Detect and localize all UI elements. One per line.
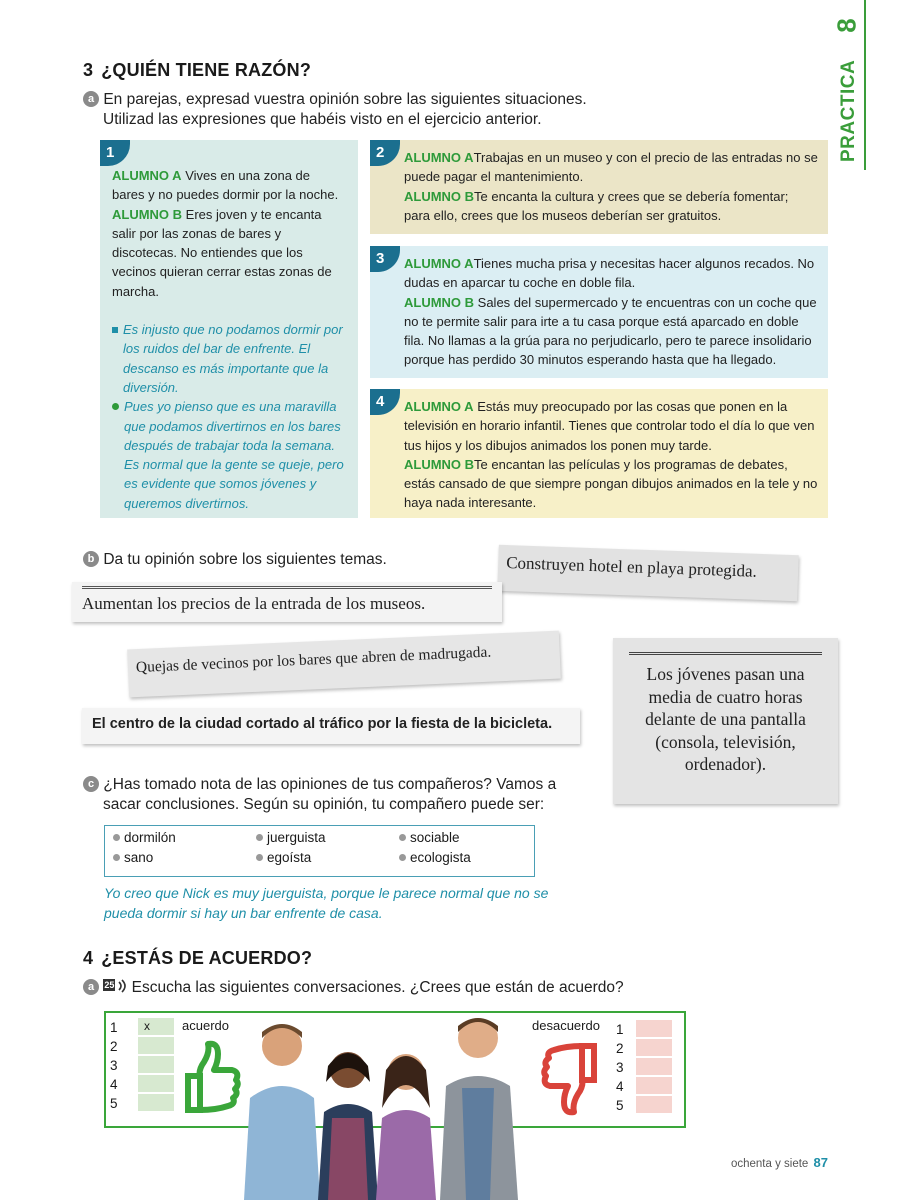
student-a-text: ALUMNO ATrabajas en un museo y con el precio de las entradas no se puede pagar el mantenimiento. — [404, 150, 818, 185]
agree-answer-cell[interactable] — [138, 1094, 174, 1111]
headline-museums: Aumentan los precios de la entrada de los museos. — [72, 582, 502, 622]
agree-answer-cell[interactable]: x — [138, 1018, 174, 1035]
dot-icon — [113, 854, 120, 861]
side-tab — [831, 0, 866, 170]
box-number: 2 — [370, 140, 400, 166]
instruction-3b — [83, 550, 387, 570]
disagree-answer-cell[interactable] — [636, 1039, 672, 1056]
box-number: 4 — [370, 389, 400, 415]
word-item: dormilón — [124, 830, 176, 845]
section-number: 4 — [83, 948, 94, 968]
section-3-title — [83, 60, 311, 81]
disagree-answer-cell[interactable] — [636, 1058, 672, 1075]
word-item: sano — [124, 850, 154, 865]
dot-icon — [399, 854, 406, 861]
headline-hotel: Construyen hotel en playa protegida. — [497, 545, 798, 601]
row-number: 4 — [110, 1077, 118, 1092]
student-b-text: ALUMNO B Sales del supermercado y te encuentras con un coche que no te permite salir para irte a tu casa porque está aparcado en doble fila. No llamas a la grúa para no perjudicarlo, pero te parece insolidario porque has perdido 30 minutos esperando hasta que ha llegado. — [404, 294, 817, 368]
disagree-answer-cell[interactable] — [636, 1020, 672, 1037]
box-number: 1 — [100, 140, 130, 166]
agree-answer-cell[interactable] — [138, 1037, 174, 1054]
agree-label: acuerdo — [182, 1018, 229, 1033]
instruction-4a — [83, 978, 723, 998]
instruction-3a — [83, 90, 723, 130]
example-sentence: Yo creo que Nick es muy juerguista, porque le parece normal que no se pueda dormir si hay un bar enfrente de casa. — [104, 885, 549, 921]
student-a-text: ALUMNO ATienes mucha prisa y necesitas hacer algunos recados. No dudas en aparcar tu coche en doble fila. — [404, 256, 815, 291]
exercise-badge: a — [83, 91, 99, 107]
headline-screens: Los jóvenes pasan una media de cuatro horas delante de una pantalla (consola, televisión, ordenador). — [613, 638, 838, 804]
disagree-column — [616, 1020, 672, 1115]
student-b-text: ALUMNO BTe encanta la cultura y crees que se debería fomentar; para ello, crees que los museos deberían ser gratuitos. — [404, 188, 789, 223]
dot-icon — [113, 834, 120, 841]
adjective-box — [104, 825, 535, 877]
word-item: ecologista — [410, 850, 471, 865]
square-bullet-icon — [112, 327, 118, 333]
unit-label: PRACTICA — [838, 59, 859, 162]
thumbs-down-icon — [538, 1040, 598, 1116]
instruction-line-2: Utilizad las expresiones que habéis visto en el ejercicio anterior. — [103, 111, 542, 128]
section-title-text: ¿ESTÁS DE ACUERDO? — [101, 948, 313, 968]
instruction-text: Da tu opinión sobre los siguientes temas. — [103, 551, 387, 568]
dot-icon — [399, 834, 406, 841]
row-number: 2 — [110, 1039, 118, 1054]
student-a-text: ALUMNO A Vives en una zona de bares y no puedes dormir por la noche. — [112, 168, 339, 203]
row-number: 1 — [616, 1022, 624, 1037]
exercise-badge: c — [83, 776, 99, 792]
situation-box-1 — [100, 140, 358, 518]
exercise-badge: b — [83, 551, 99, 567]
dot-icon — [256, 834, 263, 841]
agree-column — [110, 1018, 174, 1113]
row-number: 1 — [110, 1020, 118, 1035]
page-number: 87 — [813, 1155, 828, 1170]
page-footer — [700, 1155, 828, 1170]
word-item: sociable — [410, 830, 460, 845]
agree-answer-cell[interactable] — [138, 1056, 174, 1073]
disagree-answer-cell[interactable] — [636, 1077, 672, 1094]
row-number: 3 — [616, 1060, 624, 1075]
word-item: egoísta — [267, 850, 312, 865]
instruction-text: Escucha las siguientes conversaciones. ¿Crees que están de acuerdo? — [131, 979, 624, 996]
word-item: juerguista — [267, 830, 326, 845]
row-number: 5 — [616, 1098, 624, 1113]
exercise-badge: a — [83, 979, 99, 995]
dot-bullet-icon — [112, 403, 119, 410]
audio-track-icon[interactable] — [103, 978, 127, 994]
row-number: 5 — [110, 1096, 118, 1111]
student-b-text: ALUMNO BTe encantan las películas y los programas de debates, estás cansado de que siempre pongan dibujos animados en la tele y no haya nada interesante. — [404, 456, 818, 511]
unit-number: 8 — [831, 18, 862, 33]
student-b-text: ALUMNO B Eres joven y te encanta salir por las zonas de bares y discotecas. No entiendes que los vecinos quieran cerrar estas zonas de marcha. — [112, 206, 332, 299]
row-number: 4 — [616, 1079, 624, 1094]
audio-track-number: 25 — [104, 980, 115, 990]
thumbs-up-icon — [184, 1040, 244, 1116]
student-a-text: ALUMNO A Estás muy preocupado por las cosas que ponen en la televisión en horario infantil. Tienes que controlar todo el día lo que ven tus hijos y los dibujos animados los ponen muy tarde. — [404, 399, 815, 453]
instruction-3c — [83, 775, 603, 815]
row-number: 2 — [616, 1041, 624, 1056]
quote-1: Es injusto que no podamos dormir por los ruidos del bar de enfrente. El descanso es más importante que la diversión. — [112, 320, 346, 397]
speaker-waves-icon — [117, 979, 127, 993]
section-4-title — [83, 948, 312, 969]
section-title-text: ¿QUIÉN TIENE RAZÓN? — [101, 60, 312, 80]
people-illustration — [240, 1008, 530, 1200]
dot-icon — [256, 854, 263, 861]
instruction-line-1: ¿Has tomado nota de las opiniones de tus compañeros? Vamos a — [103, 776, 557, 793]
headline-neighbours: Quejas de vecinos por los bares que abren de madrugada. — [127, 631, 561, 698]
instruction-line-1: En parejas, expresad vuestra opinión sobre las siguientes situaciones. — [103, 91, 587, 108]
disagree-answer-cell[interactable] — [636, 1096, 672, 1113]
situation-box-4 — [370, 389, 828, 518]
agree-answer-cell[interactable] — [138, 1075, 174, 1092]
situation-box-2 — [370, 140, 828, 234]
row-number: 3 — [110, 1058, 118, 1073]
page-text: ochenta y siete — [730, 1158, 809, 1170]
disagree-label: desacuerdo — [532, 1018, 600, 1033]
situation-box-3 — [370, 246, 828, 378]
section-number: 3 — [83, 60, 94, 80]
headline-bicycle: El centro de la ciudad cortado al tráfico por la fiesta de la bicicleta. — [82, 708, 580, 744]
instruction-line-2: sacar conclusiones. Según su opinión, tu compañero puede ser: — [103, 796, 545, 813]
quote-2: Pues yo pienso que es una maravilla que podamos divertirnos en los bares después de trabajar toda la semana. Es normal que la gente se queje, pero es evidente que somos jóvenes y queremos divertirnos. — [112, 397, 346, 513]
box-number: 3 — [370, 246, 400, 272]
